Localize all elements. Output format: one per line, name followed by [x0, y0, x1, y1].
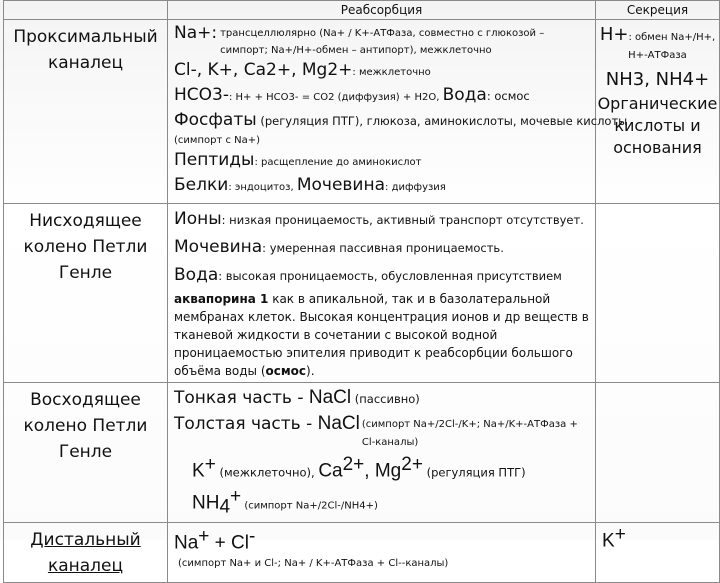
reabsorption-ascending	[168, 383, 596, 523]
header-secretion: Секреция	[596, 1, 720, 20]
water-note: : осмос	[486, 89, 530, 103]
sec-h-note-2: H+-АТФаза	[628, 50, 687, 61]
segment-proximal: Проксимальный каналец	[4, 20, 168, 204]
ca-note: (регуляция ПТГ)	[422, 465, 526, 480]
sec-h-label: H+	[599, 24, 629, 45]
sec-h-note: : обмен Na+/H+,	[628, 32, 716, 43]
sec-ammonia: NH3, NH4+	[605, 69, 710, 90]
k-ca-mg-line: K+ (межклеточно), $Ca^{2+}$, $Mg^{2+}$ (регуляция ПТГ)	[192, 454, 526, 482]
phosphate-label: Фосфаты	[174, 110, 257, 130]
phosphate-note-2: (симпорт с Na+)	[174, 135, 261, 146]
paragraph-end: ).	[306, 364, 315, 378]
thick-note: (симпорт Na+/2Cl-/K+; Na+/K+-АТФаза + Cl-каналы)	[361, 419, 578, 448]
thin-note: (пассивно)	[351, 392, 420, 406]
ions-label: Cl-, K+, Ca2+, Mg2+	[174, 60, 353, 80]
row-descending	[4, 204, 720, 383]
reabsorption-descending	[168, 204, 596, 383]
distal-note: (симпорт Na+ и Cl-; Na+ / K+-АТФаза + Cl--каналы)	[178, 558, 449, 570]
na-label: Na+:	[174, 23, 218, 43]
sec-k-line: K+	[602, 523, 626, 552]
water-desc-label: Вода	[174, 265, 219, 285]
aquaporin-text: как в апикальной, так и в базолатеральной мембранах клеток. Высокая концентрация ионов и др веществ в тканевой жидкости в сочетании с высокой водной проницаемостью эпителия приводит к реабсорбции большого объёма воды (	[174, 292, 589, 378]
ions-note: : межклеточно	[352, 67, 431, 78]
header-segment	[4, 1, 168, 20]
reabsorption-proximal	[168, 20, 628, 204]
k-ion: K	[192, 460, 205, 482]
segment-descending: Нисходящее колено Петли Генле	[4, 204, 168, 383]
thin-salt: NaCl	[308, 387, 352, 408]
header-reabsorption: Реабсорбция	[168, 1, 596, 20]
segment-distal	[4, 522, 168, 582]
segment-ascending: Восходящее колено Петли Генле	[4, 383, 168, 523]
thin-label: Тонкая часть -	[174, 388, 309, 408]
urea-label: Мочевина	[296, 175, 386, 195]
na-note: трансцеллюлярно (Na+ / K+-АТФаза, совместно с глюкозой – симпорт; Na+/H+-обмен – антипорт), межклеточно	[220, 28, 545, 56]
ions-desc-label: Ионы	[174, 209, 222, 229]
water-desc-note: : высокая проницаемость, обусловленная присутствием	[218, 269, 562, 283]
ca-ion: Ca	[318, 460, 343, 482]
row-proximal	[4, 20, 720, 204]
urea-desc-note: : умеренная пассивная проницаемость.	[262, 241, 504, 255]
na-cl-line: Na+ + Cl-	[174, 525, 256, 554]
sec-k-ion: K	[602, 530, 615, 552]
thick-salt: NaCl	[317, 413, 360, 434]
water-label: Вода	[442, 85, 487, 105]
proteins-note: : эндоцитоз,	[228, 182, 297, 193]
sec-organic: Органические кислоты и основания	[597, 94, 718, 157]
ions-desc-note: : низкая проницаемость, активный транспорт отсутствует.	[221, 213, 584, 227]
nh4-ion: NH	[192, 492, 220, 514]
row-ascending	[4, 383, 720, 523]
secretion-proximal	[596, 20, 720, 204]
nh4-line: $NH_4^+$ (симпорт Na+/2Cl-/NH4+)	[192, 486, 378, 518]
peptides-note: : расщепление до аминокислот	[254, 157, 422, 168]
mg-ion: Mg	[374, 460, 402, 482]
aquaporin-term: аквапорина 1	[174, 292, 269, 306]
hco3-label: HCO3-	[174, 85, 229, 105]
urea-note: : диффузия	[385, 182, 446, 193]
header-row	[4, 1, 720, 20]
distal-title: Дистальный каналец	[30, 529, 141, 576]
aquaporin-paragraph	[174, 290, 591, 380]
phosphate-note: (регуляция ПТГ), глюкоза, аминокислоты, мочевые кислоты	[256, 114, 628, 128]
thick-label: Толстая часть -	[174, 414, 318, 434]
peptides-label: Пептиды	[174, 150, 255, 170]
osmosis-term: осмос	[265, 364, 307, 378]
k-note: (межклеточно),	[215, 465, 319, 480]
secretion-ascending	[596, 383, 720, 523]
transport-table	[3, 0, 720, 583]
na-ion: Na	[174, 532, 199, 554]
secretion-descending	[596, 204, 720, 383]
urea-desc-label: Мочевина	[174, 237, 263, 257]
proteins-label: Белки	[174, 175, 229, 195]
nh4-note: (симпорт Na+/2Cl-/NH4+)	[241, 500, 378, 512]
hco3-note: : H+ + HCO3- = CO2 (диффузия) + H2O,	[228, 92, 443, 103]
secretion-distal	[596, 522, 720, 582]
reabsorption-distal	[168, 522, 596, 582]
row-distal	[4, 522, 720, 582]
cl-ion: + Cl	[209, 532, 250, 554]
